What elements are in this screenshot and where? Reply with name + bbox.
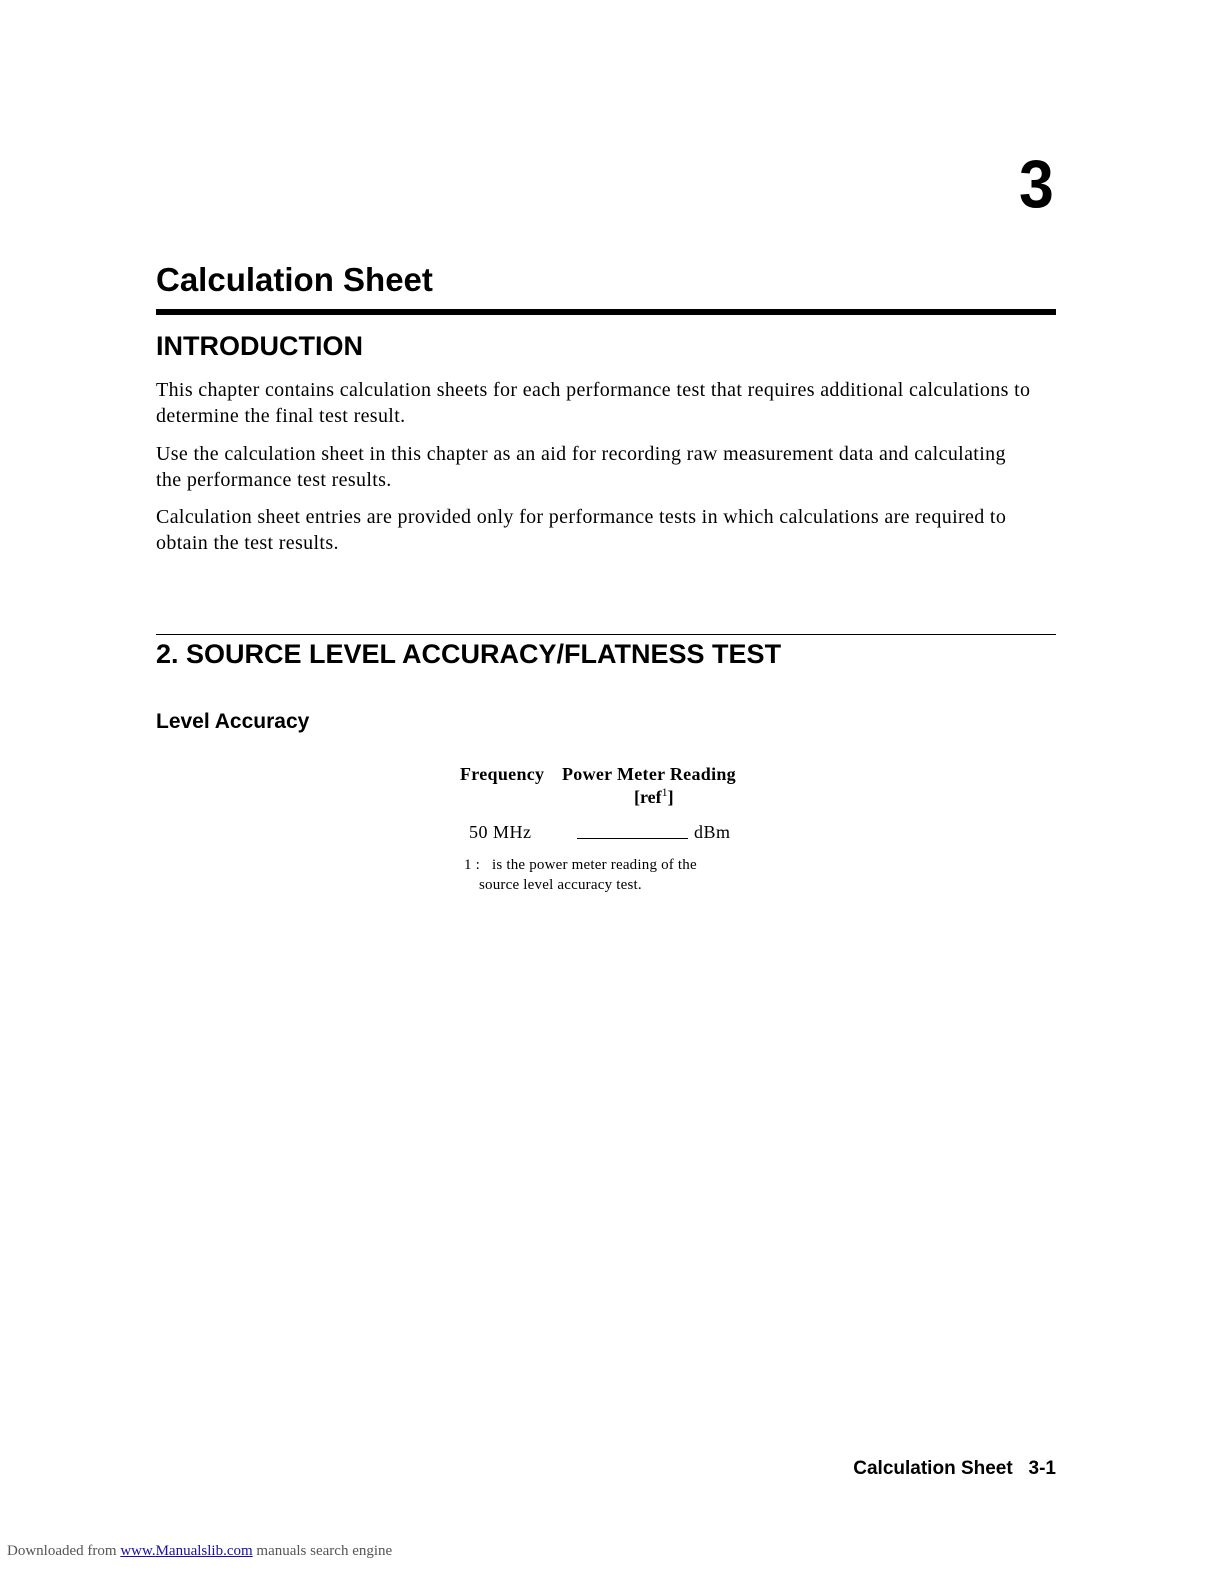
download-note-suffix: manuals search engine	[256, 1543, 393, 1559]
ref-label	[634, 786, 674, 808]
ref-label-text: [ref	[634, 787, 662, 807]
chapter-title-rule	[156, 309, 1056, 315]
download-note	[7, 1542, 392, 1560]
level-accuracy-subheading: Level Accuracy	[156, 710, 310, 733]
section-divider	[156, 634, 1056, 635]
manualslib-link[interactable]: www.Manualslib.com	[120, 1543, 253, 1559]
intro-paragraph: Calculation sheet entries are provided only for performance tests in which calculations are required to obtain the test results.	[156, 506, 1007, 554]
chapter-number: 3	[1019, 146, 1054, 222]
ref-superscript: 1	[661, 785, 668, 799]
intro-paragraph: Use the calculation sheet in this chapter as an aid for recording raw measurement data and calculating the performance test results.	[156, 443, 1006, 491]
chapter-title: Calculation Sheet	[156, 261, 433, 298]
download-note-prefix: Downloaded from	[7, 1543, 117, 1559]
intro-paragraph: This chapter contains calculation sheets for each performance test that requires additional calculations to determine the final test result.	[156, 379, 1031, 427]
footnote-text: is the power meter reading of the	[492, 857, 697, 873]
frequency-cell: 50 MHz	[469, 822, 532, 842]
column-header-power-meter-reading: Power Meter Reading	[562, 764, 736, 784]
test-section-heading: 2. SOURCE LEVEL ACCURACY/FLATNESS TEST	[156, 639, 782, 669]
page-footer: Calculation Sheet 3-1	[853, 1458, 1056, 1479]
introduction-heading: INTRODUCTION	[156, 331, 363, 361]
footnote-text: source level accuracy test.	[479, 877, 642, 893]
column-header-frequency: Frequency	[460, 764, 545, 784]
reading-entry-blank	[577, 838, 688, 839]
footnote-marker: 1 :	[464, 857, 481, 873]
unit-cell: dBm	[694, 822, 731, 842]
ref-label-close: ]	[667, 787, 674, 807]
